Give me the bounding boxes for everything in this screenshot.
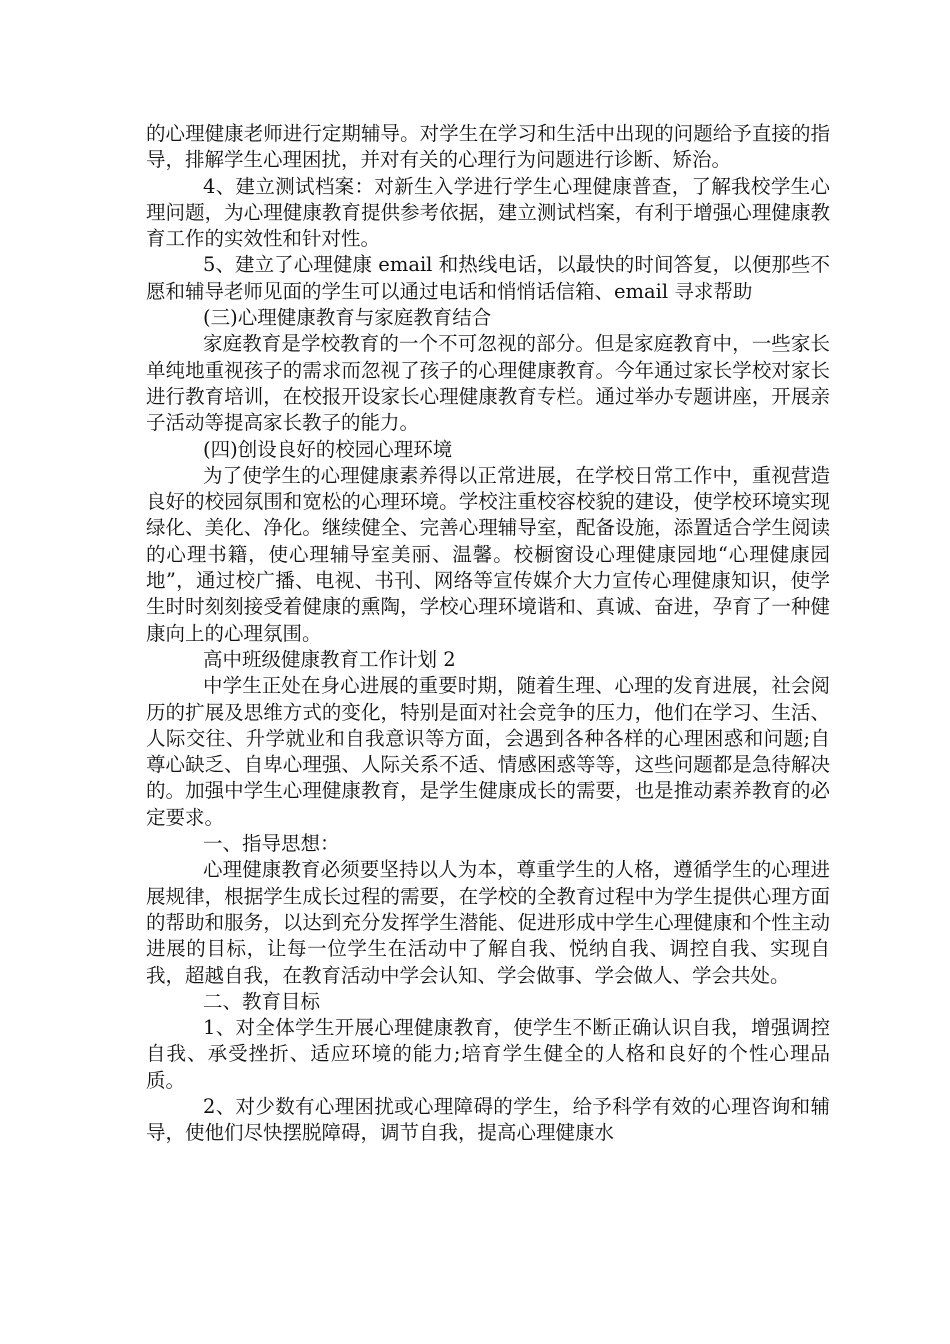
section-heading-guiding-thought: 一、指导思想： bbox=[203, 832, 340, 856]
section-heading-4: (四)创设良好的校园心理环境 bbox=[203, 437, 453, 461]
section-heading-3: (三)心理健康教育与家庭教育结合 bbox=[203, 306, 492, 330]
paragraph-1: 的心理健康老师进行定期辅导。对学生在学习和生活中出现的问题给予直接的指导，排解学生心理困扰，并对有关的心理行为问题进行诊断、矫治。 bbox=[146, 122, 830, 172]
paragraph-3: 5、建立了心理健康 email 和热线电话，以最快的时间答复，以便那些不愿和辅导老师见面的学生可以通过电话和悄悄话信箱、email 寻求帮助 bbox=[146, 253, 830, 303]
paragraph-11: 心理健康教育必须要坚持以人为本，尊重学生的人格，遵循学生的心理进展规律，根据学生成长过程的需要，在学校的全教育过程中为学生提供心理方面的帮助和服务，以达到充分发挥学生潜能、促进形成中学生心理健康和个性主动进展的目标，让每一位学生在活动中了解自我、悦纳自我、调控自我、实现自我，超越自我，在教育活动中学会认知、学会做事、学会做人、学会共处。 bbox=[146, 858, 830, 987]
paragraph-14: 2、对少数有心理困扰或心理障碍的学生，给予科学有效的心理咨询和辅导，使他们尽快摆脱障碍，调节自我，提高心理健康水 bbox=[146, 1094, 830, 1145]
document-title-2: 高中班级健康教育工作计划 2 bbox=[203, 647, 456, 671]
paragraph-5: 家庭教育是学校教育的一个不可忽视的部分。但是家庭教育中，一些家长单纯地重视孩子的需求而忽视了孩子的心理健康教育。今年通过家长学校对家长进行教育培训，在校报开设家长心理健康教育专栏。通过举办专题讲座，开展亲子活动等提高家长教子的能力。 bbox=[146, 332, 830, 435]
paragraph-2: 4、建立测试档案：对新生入学进行学生心理健康普查，了解我校学生心理问题，为心理健康教育提供参考依据，建立测试档案，有利于增强心理健康教育工作的实效性和针对性。 bbox=[146, 174, 830, 251]
paragraph-9: 中学生正处在身心进展的重要时期，随着生理、心理的发育进展，社会阅历的扩展及思维方式的变化，特别是面对社会竞争的压力，他们在学习、生活、人际交往、升学就业和自我意识等方面，会遇到各种各样的心理困惑和问题;自尊心缺乏、自卑心理强、人际关系不适、情感困惑等等，这些问题都是急待解决的。加强中学生心理健康教育，是学生健康成长的需要，也是推动素养教育的必定要求。 bbox=[146, 674, 830, 829]
document-body bbox=[146, 121, 830, 1147]
paragraph-13: 1、对全体学生开展心理健康教育，使学生不断正确认识自我，增强调控自我、承受挫折、适应环境的能力;培育学生健全的人格和良好的个性心理品质。 bbox=[146, 1016, 830, 1092]
paragraph-7: 为了使学生的心理健康素养得以正常进展，在学校日常工作中，重视营造良好的校园氛围和宽松的心理环境。学校注重校容校貌的建设，使学校环境实现绿化、美化、净化。继续健全、完善心理辅导室，配备设施，添置适合学生阅读的心理书籍，使心理辅导室美丽、温馨。校橱窗设心理健康园地“心理健康园地”，通过校广播、电视、书刊、网络等宣传媒介大力宣传心理健康知识，使学生时时刻刻接受着健康的熏陶，学校心理环境谐和、真诚、奋进，孕育了一种健康向上的心理氛围。 bbox=[146, 463, 830, 645]
section-heading-education-goals: 二、教育目标 bbox=[203, 989, 321, 1013]
